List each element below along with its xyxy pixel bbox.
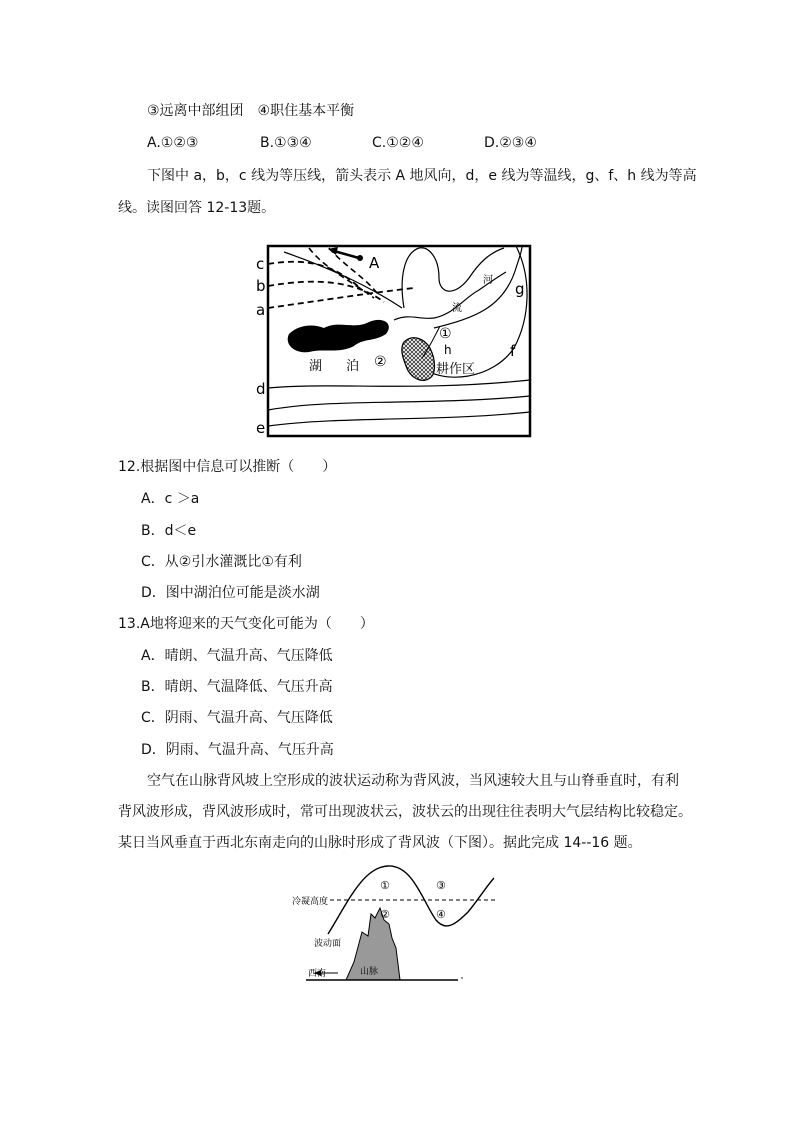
label-mountain: 山脉 xyxy=(360,967,379,977)
label-southwest: 西南 xyxy=(308,969,327,979)
answer-a: A.①②③ xyxy=(147,135,199,151)
label-farmland: 耕作区 xyxy=(436,362,476,377)
intro-14-16-line2: 背风波形成，背风波形成时，常可出现波状云，波状云的出现往往表明大气层结构比较稳定。 xyxy=(118,804,692,820)
label-g: g xyxy=(515,280,525,298)
intro-12-13-line1: 下图中 a，b，c 线为等压线，箭头表示 A 地风向，d，e 线为等温线，g、f、h 线为等高 xyxy=(147,168,697,184)
q13-option-a: A．晴朗、气温升高、气压降低 xyxy=(141,648,333,664)
label-d: d xyxy=(256,380,266,398)
label-f: f xyxy=(510,342,516,360)
q13-option-d: D．阴雨、气温升高、气压升高 xyxy=(141,742,334,758)
label-area-3: ③ xyxy=(436,879,446,892)
label-wave-surface: 波动面 xyxy=(314,939,342,949)
label-circle-2: ② xyxy=(374,354,387,370)
small-dot xyxy=(461,977,463,979)
label-e: e xyxy=(256,419,266,437)
intro-12-13-line2: 线。读图回答 12-13题。 xyxy=(118,200,276,216)
label-area-2: ② xyxy=(380,908,390,921)
label-lake-1: 湖 xyxy=(309,359,323,374)
answer-c: C.①②④ xyxy=(372,135,424,151)
label-A: A xyxy=(369,254,380,272)
point-A-dot xyxy=(357,255,363,261)
label-circle-1: ① xyxy=(439,326,452,342)
label-condensation: 冷凝高度 xyxy=(292,897,329,907)
answer-choices xyxy=(147,133,537,153)
label-lake-2: 泊 xyxy=(346,359,360,374)
isobar-map-figure xyxy=(254,238,534,440)
label-c: c xyxy=(256,255,265,273)
q13-stem: 13.A地将迎来的天气变化可能为（ ） xyxy=(118,616,374,632)
label-area-4: ④ xyxy=(436,908,446,921)
label-area-1: ① xyxy=(380,879,390,892)
q13-option-b: B．晴朗、气温降低、气压升高 xyxy=(141,679,333,695)
q12-stem: 12.根据图中信息可以推断（ ） xyxy=(118,459,337,475)
lee-wave-figure xyxy=(288,862,508,986)
q12-option-d: D．图中湖泊位可能是淡水湖 xyxy=(141,585,320,601)
label-river-2: 流 xyxy=(452,303,462,314)
q13-option-c: C．阴雨、气温升高、气压降低 xyxy=(141,710,333,726)
label-a: a xyxy=(256,301,266,319)
option-line-3-4: ③远离中部组团 ④职住基本平衡 xyxy=(147,103,355,119)
intro-14-16-line1: 空气在山脉背风坡上空形成的波状运动称为背风波，当风速较大且与山脊垂直时，有利 xyxy=(147,773,679,789)
q12-option-b: B．d＜e xyxy=(141,523,197,539)
label-h: h xyxy=(444,343,452,357)
label-river-1: 河 xyxy=(483,275,493,286)
label-b: b xyxy=(256,277,266,295)
answer-d: D.②③④ xyxy=(484,135,537,151)
answer-b: B.①③④ xyxy=(260,135,312,151)
intro-14-16-line3: 某日当风垂直于西北东南走向的山脉时形成了背风波（下图）。据此完成 14--16 题。 xyxy=(118,835,642,851)
q12-option-a: A．c ＞a xyxy=(141,491,200,507)
q12-option-c: C．从②引水灌溉比①有利 xyxy=(141,554,302,570)
